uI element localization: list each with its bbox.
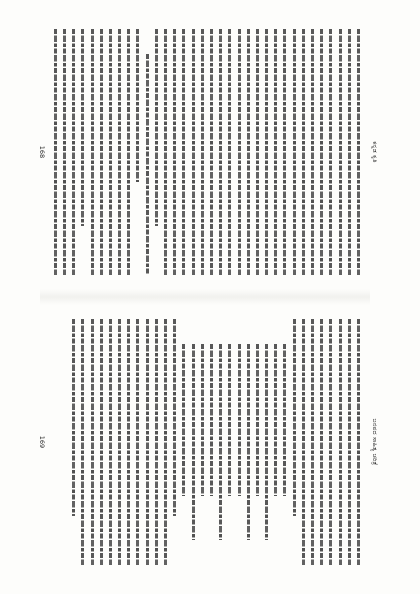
text-line (137, 29, 140, 182)
text-line (219, 344, 222, 541)
text-line (320, 319, 323, 565)
body-text-right (52, 319, 360, 565)
page-number-left: 168 (38, 145, 46, 159)
text-line (256, 29, 259, 275)
text-line (293, 319, 296, 516)
text-line (127, 29, 130, 275)
text-line (228, 29, 231, 275)
text-line (219, 29, 222, 275)
text-line (201, 29, 204, 275)
text-line (173, 319, 176, 516)
text-line (357, 29, 360, 275)
page-number-right: 169 (38, 435, 46, 449)
text-line (146, 319, 149, 565)
text-line (311, 319, 314, 565)
text-line (247, 29, 250, 275)
text-line (72, 29, 75, 275)
text-line (192, 29, 195, 275)
text-line (284, 344, 287, 497)
left-page (30, 17, 390, 287)
text-line (182, 344, 185, 497)
text-line (293, 29, 296, 275)
text-line (81, 29, 84, 226)
text-line (274, 29, 277, 275)
text-line (302, 29, 305, 275)
text-line (228, 344, 231, 497)
text-line (247, 344, 250, 541)
text-line (302, 319, 305, 565)
text-line (339, 29, 342, 275)
text-line (201, 344, 204, 497)
text-line (182, 29, 185, 275)
text-line (265, 29, 268, 275)
text-line (91, 319, 94, 565)
text-line (63, 29, 66, 275)
text-line (329, 29, 332, 275)
running-head-left: ಕನ್ನಡ ಕೃತಿ (371, 141, 378, 163)
text-line (357, 319, 360, 565)
text-line (320, 29, 323, 275)
text-line (54, 29, 57, 275)
text-line (348, 29, 351, 275)
text-line (210, 344, 213, 497)
text-line (265, 344, 268, 541)
right-page (30, 307, 390, 577)
text-line (118, 29, 121, 275)
book-spread (30, 17, 390, 577)
text-line (109, 319, 112, 565)
text-line (311, 29, 314, 275)
text-line (238, 344, 241, 497)
text-line (339, 319, 342, 565)
text-line (192, 344, 195, 541)
text-line (348, 319, 351, 565)
book-gutter (40, 289, 370, 305)
text-line (137, 319, 140, 565)
text-line (329, 319, 332, 565)
text-line (100, 319, 103, 565)
running-head-right: ಜನಪದ ಸಾಹಿತ್ಯ ಚರಿತ್ರೆ (371, 418, 378, 466)
text-line (284, 29, 287, 275)
text-line (164, 29, 167, 275)
body-text-left (52, 29, 360, 275)
text-line (146, 54, 149, 275)
text-line (164, 319, 167, 565)
text-line (155, 319, 158, 565)
text-line (91, 29, 94, 275)
text-line (72, 319, 75, 516)
text-line (210, 29, 213, 275)
text-line (127, 319, 130, 565)
text-line (274, 344, 277, 497)
text-line (118, 319, 121, 565)
text-line (155, 29, 158, 226)
text-line (256, 344, 259, 497)
text-line (173, 29, 176, 275)
text-line (238, 29, 241, 275)
text-line (81, 319, 84, 565)
text-line (100, 29, 103, 275)
text-line (109, 29, 112, 275)
